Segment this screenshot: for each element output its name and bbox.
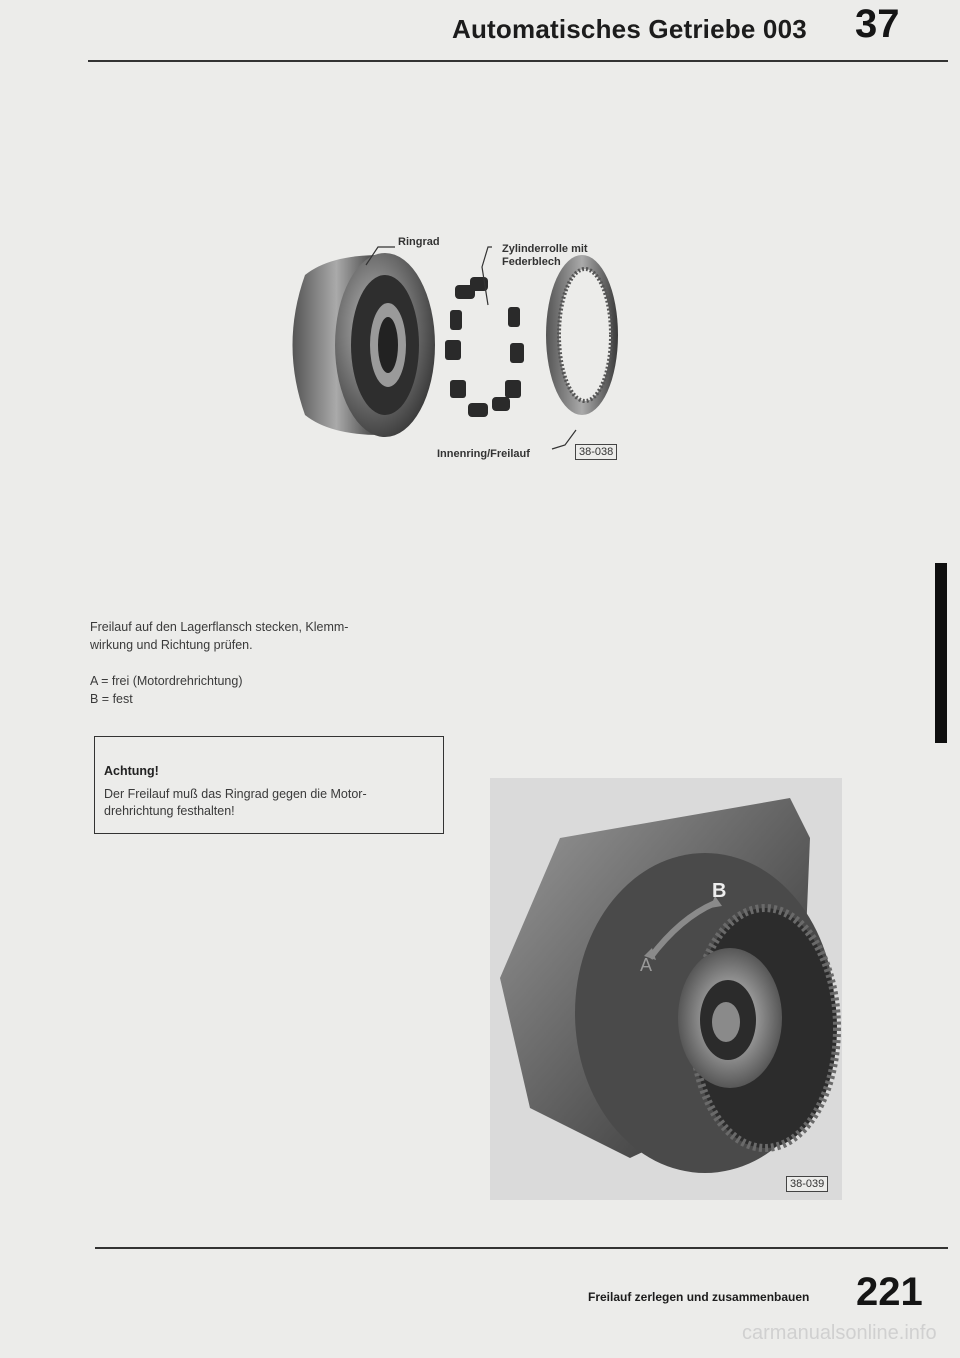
- warning-body: [104, 786, 440, 820]
- figure-tag-1: 38-038: [575, 444, 617, 460]
- page-header-title: Automatisches Getriebe 003: [452, 14, 807, 44]
- header-rule: [88, 60, 948, 62]
- figure-tag-2: 38-039: [786, 1176, 828, 1192]
- instruction-line-1: Freilauf auf den Lagerflansch stecken, Klemm-: [90, 620, 349, 634]
- label-roller-line1: Zylinderrolle mit: [502, 243, 588, 255]
- footer-rule: [95, 1247, 948, 1249]
- freewheel-exploded-illustration: [270, 225, 650, 470]
- watermark-text: carmanualsonline.info: [742, 1322, 937, 1344]
- warning-line-2: drehrichtung festhalten!: [104, 804, 235, 818]
- freewheel-flange-illustration: [490, 778, 842, 1200]
- page-number: 221: [856, 1270, 923, 1314]
- warning-line-1: Der Freilauf muß das Ringrad gegen die Motor-: [104, 787, 367, 801]
- chapter-number: 37: [855, 2, 900, 46]
- legend-a: A = frei (Motordrehrichtung): [90, 674, 243, 688]
- section-title: Freilauf zerlegen und zusammenbauen: [588, 1290, 810, 1304]
- freewheel-photo: [490, 778, 842, 1200]
- label-roller-line2: Federblech: [502, 256, 561, 268]
- warning-heading: Achtung!: [104, 764, 159, 778]
- label-inner-ring: Innenring/Freilauf: [437, 448, 530, 460]
- thumb-index-bar: [935, 563, 947, 743]
- arrow-label-a: A: [640, 955, 653, 975]
- arrow-label-b: B: [712, 880, 727, 902]
- label-ringgear: Ringrad: [398, 236, 440, 248]
- legend-b: B = fest: [90, 692, 133, 706]
- instruction-line-2: wirkung und Richtung prüfen.: [90, 638, 253, 652]
